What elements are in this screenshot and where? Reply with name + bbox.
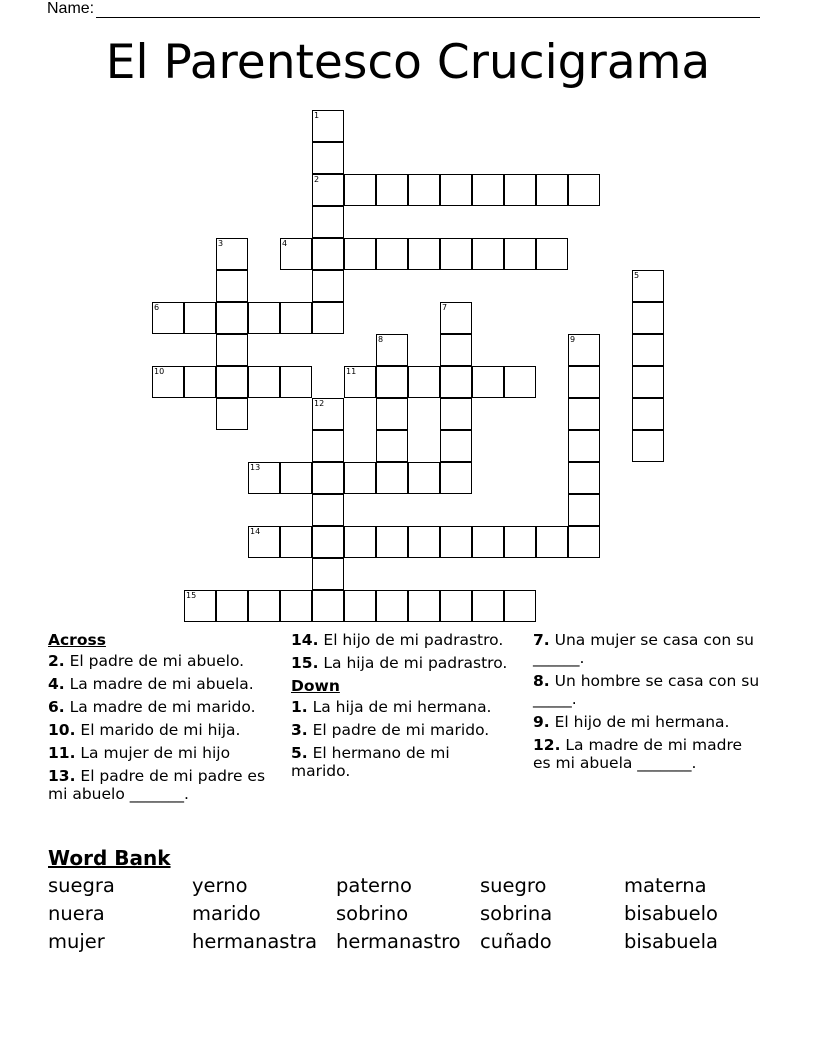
- grid-cell[interactable]: [408, 590, 440, 622]
- grid-cell[interactable]: [280, 366, 312, 398]
- grid-cell[interactable]: [376, 590, 408, 622]
- grid-cell[interactable]: [632, 334, 664, 366]
- grid-cell[interactable]: [440, 398, 472, 430]
- name-field[interactable]: [47, 0, 760, 18]
- grid-cell[interactable]: [440, 174, 472, 206]
- grid-cell[interactable]: [376, 462, 408, 494]
- clues-column-3: [533, 631, 763, 777]
- grid-cell[interactable]: [312, 206, 344, 238]
- clue-number-3: 3: [218, 239, 224, 248]
- grid-cell[interactable]: [280, 590, 312, 622]
- clue-across-6: 6. La madre de mi marido.: [48, 698, 256, 716]
- grid-cell[interactable]: [568, 174, 600, 206]
- grid-cell[interactable]: [344, 462, 376, 494]
- grid-cell[interactable]: [248, 590, 280, 622]
- clue-down-3: 3. El padre de mi marido.: [291, 721, 490, 739]
- grid-cell[interactable]: [632, 302, 664, 334]
- grid-cell[interactable]: [408, 526, 440, 558]
- grid-cell[interactable]: [472, 526, 504, 558]
- clue-number-12: 12: [314, 399, 325, 408]
- grid-cell[interactable]: [440, 238, 472, 270]
- word-bank-item: suegra: [48, 874, 115, 897]
- clue-number-10: 10: [154, 367, 165, 376]
- clue-number-5: 5: [634, 271, 640, 280]
- word-bank-item: paterno: [336, 874, 412, 897]
- clues-column-1: [48, 631, 270, 808]
- grid-cell[interactable]: [248, 366, 280, 398]
- grid-cell[interactable]: [472, 366, 504, 398]
- grid-cell[interactable]: [312, 494, 344, 526]
- grid-cell[interactable]: [312, 590, 344, 622]
- grid-cell[interactable]: [568, 366, 600, 398]
- word-bank-item: mujer: [48, 930, 105, 953]
- clue-down-7: 7. Una mujer se casa con su ______.: [533, 631, 754, 667]
- grid-cell[interactable]: [408, 366, 440, 398]
- clue-across-10: 10. El marido de mi hija.: [48, 721, 241, 739]
- grid-cell[interactable]: [216, 366, 248, 398]
- page-title: El Parentesco Crucigrama: [105, 35, 711, 90]
- grid-cell[interactable]: [344, 174, 376, 206]
- clue-across-4: 4. La madre de mi abuela.: [48, 675, 254, 693]
- word-bank-item: sobrino: [336, 902, 409, 925]
- clue-across-13: 13. El padre de mi padre es mi abuelo _______.: [48, 767, 266, 803]
- across-heading: Across: [48, 631, 106, 649]
- grid-cell[interactable]: [312, 430, 344, 462]
- grid-cell[interactable]: [536, 526, 568, 558]
- grid-cell[interactable]: [184, 302, 216, 334]
- grid-cell[interactable]: [408, 462, 440, 494]
- word-bank-item: bisabuela: [624, 930, 719, 953]
- word-bank-item: hermanastra: [192, 930, 318, 953]
- grid-cell[interactable]: [568, 494, 600, 526]
- grid-cell[interactable]: [440, 462, 472, 494]
- clue-number-6: 6: [154, 303, 160, 312]
- word-bank-item: materna: [624, 874, 707, 897]
- clue-number-4: 4: [282, 239, 288, 248]
- clue-number-1: 1: [314, 111, 320, 120]
- grid-cell[interactable]: [376, 430, 408, 462]
- grid-cell[interactable]: [408, 174, 440, 206]
- word-bank-title: Word Bank: [48, 846, 171, 870]
- word-bank-item: sobrina: [480, 902, 553, 925]
- grid-cell[interactable]: [632, 366, 664, 398]
- grid-cell[interactable]: [504, 526, 536, 558]
- grid-cell[interactable]: [216, 590, 248, 622]
- grid-cell[interactable]: [536, 238, 568, 270]
- grid-cell[interactable]: [280, 462, 312, 494]
- word-bank-item: hermanastro: [336, 930, 461, 953]
- grid-cell[interactable]: [440, 430, 472, 462]
- word-bank-item: nuera: [48, 902, 105, 925]
- clue-across-14: 14. El hijo de mi padrastro.: [291, 631, 504, 649]
- word-bank-item: cuñado: [480, 930, 552, 953]
- clues-column-2: [291, 631, 513, 785]
- grid-cell[interactable]: [312, 238, 344, 270]
- grid-cell[interactable]: [568, 430, 600, 462]
- grid-cell[interactable]: [312, 302, 344, 334]
- grid-cell[interactable]: [376, 238, 408, 270]
- down-heading: Down: [291, 677, 340, 695]
- grid-cell[interactable]: [312, 462, 344, 494]
- grid-cell[interactable]: [472, 238, 504, 270]
- grid-cell[interactable]: [440, 526, 472, 558]
- grid-cell[interactable]: [568, 398, 600, 430]
- clue-number-9: 9: [570, 335, 576, 344]
- word-bank-item: yerno: [192, 874, 248, 897]
- grid-cell[interactable]: [312, 142, 344, 174]
- grid-cell[interactable]: [568, 462, 600, 494]
- name-blank-line[interactable]: [96, 3, 760, 18]
- clue-number-14: 14: [250, 527, 261, 536]
- grid-cell[interactable]: [408, 238, 440, 270]
- clue-number-13: 13: [250, 463, 261, 472]
- grid-cell[interactable]: [344, 590, 376, 622]
- grid-cell[interactable]: [632, 398, 664, 430]
- clue-number-2: 2: [314, 175, 320, 184]
- grid-cell[interactable]: [376, 398, 408, 430]
- grid-cell[interactable]: [504, 366, 536, 398]
- clue-number-8: 8: [378, 335, 384, 344]
- grid-cell[interactable]: [184, 366, 216, 398]
- grid-cell[interactable]: [632, 430, 664, 462]
- grid-cell[interactable]: [312, 526, 344, 558]
- grid-cell[interactable]: [344, 238, 376, 270]
- grid-cell[interactable]: [312, 558, 344, 590]
- grid-cell[interactable]: [312, 270, 344, 302]
- clue-number-11: 11: [346, 367, 357, 376]
- clue-across-11: 11. La mujer de mi hijo: [48, 744, 231, 762]
- clue-across-15: 15. La hija de mi padrastro.: [291, 654, 508, 672]
- clue-down-8: 8. Un hombre se casa con su _____.: [533, 672, 760, 708]
- word-bank-item: suegro: [480, 874, 547, 897]
- grid-cell[interactable]: [440, 366, 472, 398]
- grid-cell[interactable]: [504, 590, 536, 622]
- grid-cell[interactable]: [216, 302, 248, 334]
- grid-cell[interactable]: [248, 302, 280, 334]
- word-bank-item: marido: [192, 902, 261, 925]
- grid-cell[interactable]: [216, 398, 248, 430]
- grid-cell[interactable]: [504, 174, 536, 206]
- grid-cell[interactable]: [376, 366, 408, 398]
- clue-number-15: 15: [186, 591, 197, 600]
- grid-cell[interactable]: [376, 174, 408, 206]
- clue-down-5: 5. El hermano de mi marido.: [291, 744, 450, 780]
- grid-cell[interactable]: [216, 334, 248, 366]
- grid-cell[interactable]: [568, 526, 600, 558]
- grid-cell[interactable]: [472, 174, 504, 206]
- grid-cell[interactable]: [504, 238, 536, 270]
- grid-cell[interactable]: [344, 526, 376, 558]
- clue-down-9: 9. El hijo de mi hermana.: [533, 713, 730, 731]
- grid-cell[interactable]: [536, 174, 568, 206]
- grid-cell[interactable]: [280, 302, 312, 334]
- grid-cell[interactable]: [280, 526, 312, 558]
- grid-cell[interactable]: [216, 270, 248, 302]
- word-bank-item: bisabuelo: [624, 902, 718, 925]
- clue-number-7: 7: [442, 303, 448, 312]
- grid-cell[interactable]: [472, 590, 504, 622]
- grid-cell[interactable]: [440, 334, 472, 366]
- clue-down-12: 12. La madre de mi madre es mi abuela _______.: [533, 736, 743, 772]
- clue-across-2: 2. El padre de mi abuelo.: [48, 652, 245, 670]
- grid-cell[interactable]: [376, 526, 408, 558]
- grid-cell[interactable]: [440, 590, 472, 622]
- clue-down-1: 1. La hija de mi hermana.: [291, 698, 492, 716]
- name-label: Name:: [47, 0, 95, 17]
